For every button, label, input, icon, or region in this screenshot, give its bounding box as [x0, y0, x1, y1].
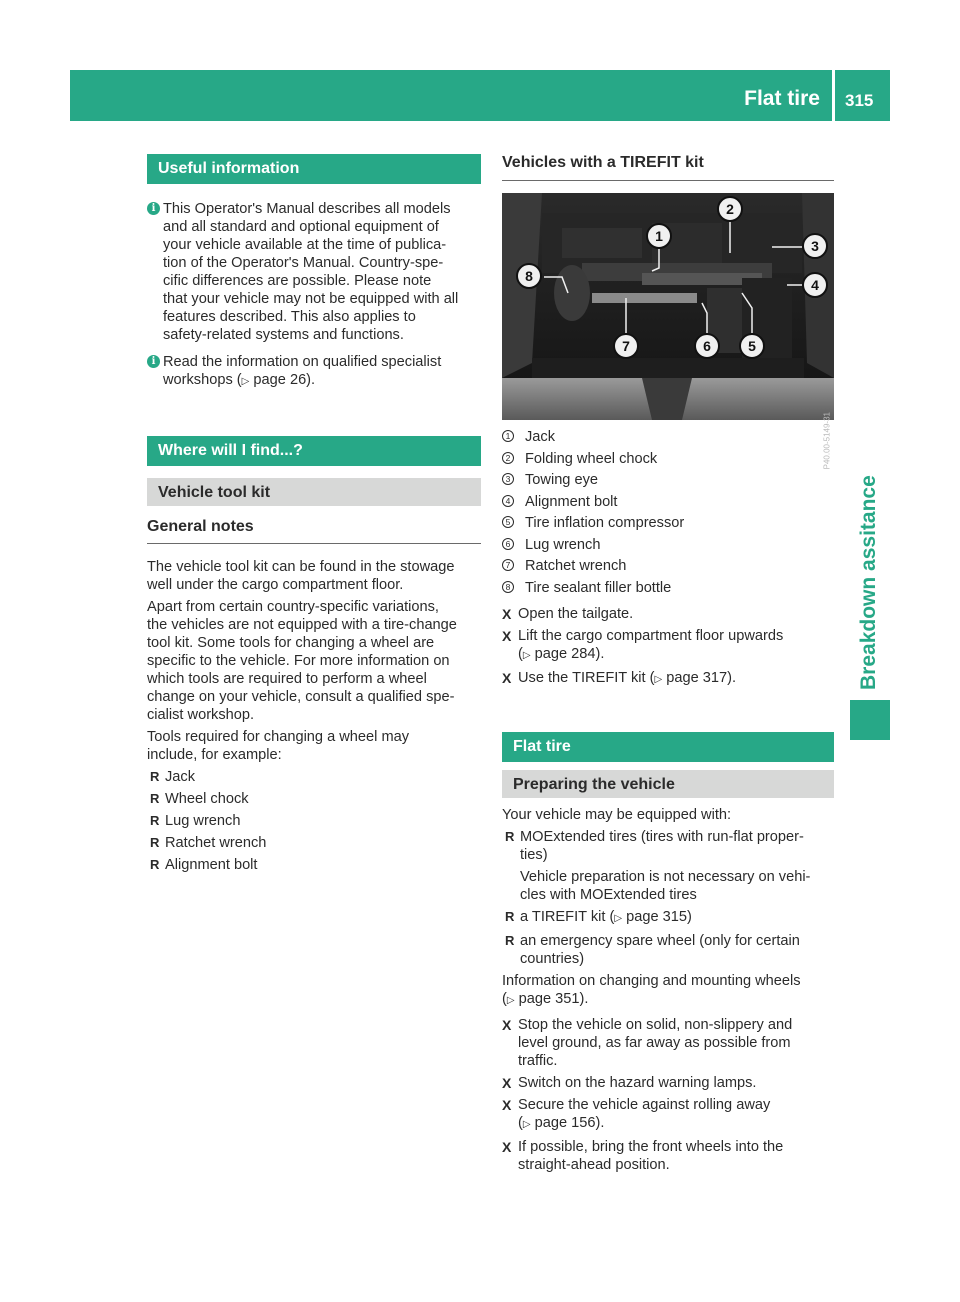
bullet-icon: R [505, 908, 515, 924]
list-item-text: Ratchet wrench [165, 835, 267, 851]
text-line: tool kit. Some tools for changing a wheel are [147, 635, 435, 651]
text-line: include, for example: [147, 747, 282, 763]
info-note-workshop [147, 353, 481, 391]
page-ref-link[interactable]: page 315) [622, 908, 692, 925]
step-text: Use the TIREFIT kit ( [518, 669, 655, 686]
header-divider [832, 70, 835, 121]
list-item-text: Lug wrench [165, 813, 241, 829]
list-item [147, 768, 481, 786]
info-note-manual [147, 200, 481, 344]
step-text [518, 645, 834, 665]
step-item [502, 669, 834, 689]
list-item [502, 828, 834, 904]
step-arrow-icon: X [502, 1016, 512, 1033]
section-title: Flat tire [744, 87, 820, 110]
bullet-icon: R [150, 791, 160, 806]
text-line: that your vehicle may not be equipped with all [163, 291, 459, 307]
useful-info-heading: Useful information [147, 154, 481, 184]
step-arrow-icon: X [502, 1138, 512, 1155]
text-line [502, 990, 834, 1010]
list-item-text: Jack [165, 769, 196, 785]
step-item [502, 627, 834, 665]
preparing-heading: Preparing the vehicle [502, 770, 834, 798]
step-text [518, 1114, 834, 1134]
paragraph [147, 728, 481, 764]
text-line: the vehicles are not equipped with a tire-change [147, 617, 457, 633]
legend-number: 5 [502, 516, 514, 528]
step-text: Lift the cargo compartment floor upwards [518, 627, 784, 644]
step-item [502, 1016, 834, 1070]
step-text: If possible, bring the front wheels into the [518, 1138, 784, 1155]
text-line: well under the cargo compartment floor. [147, 577, 404, 593]
info-icon: i [147, 355, 160, 368]
text-span: ( [518, 645, 523, 662]
text-line: Tools required for changing a wheel may [147, 729, 410, 745]
legend-item [502, 536, 834, 554]
text-span: ( [518, 1114, 523, 1131]
callout-3: 3 [802, 233, 828, 259]
paragraph [147, 598, 481, 724]
list-item-text: a TIREFIT kit ( [520, 908, 615, 925]
list-item-text: cles with MOExtended tires [520, 886, 697, 903]
bullet-icon: R [505, 932, 515, 948]
text-line: The vehicle tool kit can be found in the stowage [147, 559, 455, 575]
text-line: your vehicle available at the time of publica- [163, 237, 447, 253]
text-line [163, 371, 481, 391]
flat-tire-heading: Flat tire [502, 732, 834, 762]
legend-item [502, 450, 834, 468]
step-text: traffic. [518, 1052, 558, 1069]
legend-text: Jack [525, 429, 556, 445]
page-ref-arrow-icon: ▷ [506, 994, 515, 1006]
info-icon: i [147, 202, 160, 215]
photo-code: P40.00-5149-31 [822, 412, 831, 470]
list-item [147, 790, 481, 808]
list-item [502, 932, 834, 968]
text-line: Read the information on qualified specialist [163, 354, 442, 370]
callout-7: 7 [613, 333, 639, 359]
text-line: Apart from certain country-specific variations, [147, 599, 439, 615]
bullet-icon: R [505, 828, 515, 844]
text-line: This Operator's Manual describes all models [163, 201, 451, 217]
legend-text: Ratchet wrench [525, 558, 627, 574]
step-list [502, 1016, 834, 1174]
bullet-icon: R [150, 769, 160, 784]
callout-1: 1 [646, 223, 672, 249]
page-ref-arrow-icon: ▷ [241, 376, 250, 387]
intro-text: Your vehicle may be equipped with: [502, 806, 732, 823]
callout-2: 2 [717, 196, 743, 222]
list-item [147, 834, 481, 852]
step-arrow-icon: X [502, 669, 512, 686]
list-item-text: Alignment bolt [165, 857, 258, 873]
callout-8: 8 [516, 263, 542, 289]
general-notes-heading: General notes [147, 517, 481, 544]
text-line: Information on changing and mounting wheels [502, 972, 801, 989]
legend-number: 4 [502, 495, 514, 507]
callout-6: 6 [694, 333, 720, 359]
legend-item [502, 428, 834, 446]
step-item [502, 1074, 834, 1092]
step-list [502, 605, 834, 689]
step-text: Secure the vehicle against rolling away [518, 1096, 771, 1113]
step-arrow-icon: X [502, 1074, 512, 1091]
page-ref-link[interactable]: page 156). [530, 1114, 605, 1131]
left-column [147, 150, 481, 874]
text-line: cialist workshop. [147, 707, 255, 723]
legend-text: Folding wheel chock [525, 450, 658, 467]
text-span: ( [502, 990, 507, 1007]
step-item [502, 605, 834, 623]
bullet-icon: R [150, 835, 160, 850]
text-line: which tools are required to perform a wheel [147, 671, 427, 687]
where-heading: Where will I find...? [147, 436, 481, 466]
step-text: Stop the vehicle on solid, non-slippery and [518, 1016, 793, 1033]
text-line: cific differences are possible. Please note [163, 273, 432, 289]
text-line: change on your vehicle, consult a qualified spe- [147, 689, 455, 705]
page-ref-arrow-icon: ▷ [654, 673, 663, 685]
legend-text: Lug wrench [525, 536, 601, 553]
page-ref-arrow-icon: ▷ [614, 912, 623, 924]
callout-4: 4 [802, 272, 828, 298]
chapter-tab [850, 475, 890, 700]
text-line: specific to the vehicle. For more information on [147, 653, 450, 669]
list-item [502, 908, 834, 928]
legend-list [502, 428, 834, 597]
tirefit-heading: Vehicles with a TIREFIT kit [502, 150, 834, 181]
legend-number: 6 [502, 538, 514, 550]
bullet-icon: R [150, 857, 160, 872]
step-text: straight-ahead position. [518, 1156, 670, 1173]
paragraph [147, 558, 481, 594]
step-arrow-icon: X [502, 627, 512, 644]
legend-item [502, 579, 834, 597]
page-ref-arrow-icon: ▷ [522, 1118, 531, 1130]
page-number: 315 [845, 91, 874, 110]
list-item [147, 812, 481, 830]
list-item-text: ties) [520, 846, 548, 863]
page-ref-link[interactable]: page 284). [530, 645, 605, 662]
step-text: level ground, as far away as possible from [518, 1034, 791, 1051]
text-line: tion of the Operator's Manual. Country-spe- [163, 255, 444, 271]
chapter-tab-label: Breakdown assitance [857, 475, 880, 690]
tool-list [147, 768, 481, 874]
list-item-text: Wheel chock [165, 791, 249, 807]
legend-item [502, 514, 834, 532]
page-ref-link[interactable]: page 317). [662, 669, 737, 686]
paragraph [502, 972, 834, 1010]
list-item-text: MOExtended tires (tires with run-flat proper- [520, 828, 804, 845]
step-arrow-icon: X [502, 1096, 512, 1113]
right-column [502, 150, 834, 1174]
page-header [70, 70, 890, 121]
legend-text: Towing eye [525, 472, 599, 488]
page-ref-link[interactable]: page 351). [514, 990, 589, 1007]
legend-item [502, 471, 834, 489]
step-arrow-icon: X [502, 605, 512, 622]
legend-item [502, 493, 834, 511]
legend-item [502, 557, 834, 575]
text-line: safety-related systems and functions. [163, 327, 404, 343]
step-item [502, 1096, 834, 1134]
legend-number: 3 [502, 473, 514, 485]
page-ref-arrow-icon: ▷ [522, 649, 531, 661]
legend-number: 2 [502, 452, 514, 464]
bullet-icon: R [150, 813, 160, 828]
text-span: workshops ( [163, 372, 242, 388]
callout-5: 5 [739, 333, 765, 359]
list-item-text: countries) [520, 950, 585, 967]
chapter-tab-marker [850, 700, 890, 740]
legend-text: Alignment bolt [525, 493, 618, 510]
list-item-text: an emergency spare wheel (only for certain [520, 932, 800, 949]
step-text: Open the tailgate. [518, 605, 634, 622]
step-text: Switch on the hazard warning lamps. [518, 1074, 757, 1091]
list-item [147, 856, 481, 874]
text-line: features described. This also applies to [163, 309, 416, 325]
text-line: and all standard and optional equipment of [163, 219, 439, 235]
equipment-list [502, 828, 834, 968]
step-item [502, 1138, 834, 1174]
page-ref-link[interactable]: page 26). [249, 372, 316, 388]
toolkit-heading: Vehicle tool kit [147, 478, 481, 506]
list-item-text: Vehicle preparation is not necessary on vehi- [520, 868, 811, 885]
legend-number: 7 [502, 559, 514, 571]
legend-number: 1 [502, 430, 514, 442]
legend-text: Tire sealant filler bottle [525, 579, 672, 596]
legend-text: Tire inflation compressor [525, 515, 685, 531]
legend-number: 8 [502, 581, 514, 593]
